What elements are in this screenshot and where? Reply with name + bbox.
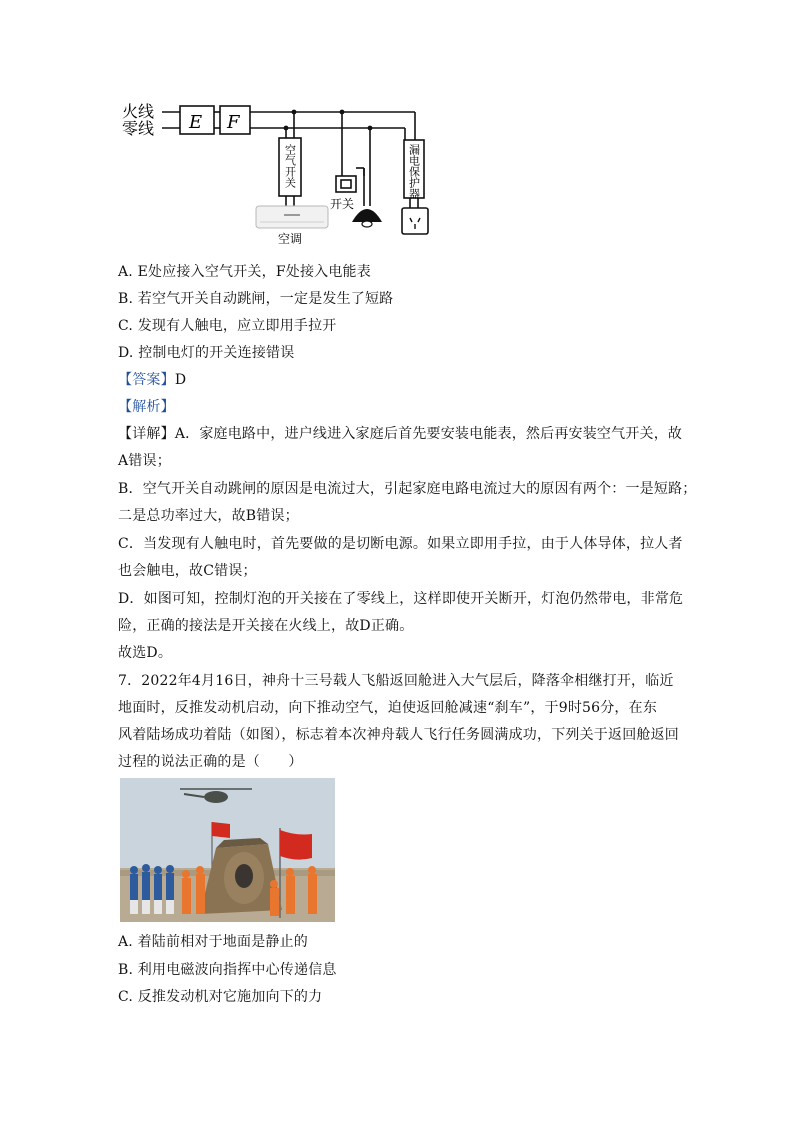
leakage-protector-label: 漏电保护器	[407, 144, 421, 199]
q6-option-d: D. 控制电灯的开关连接错误	[118, 345, 295, 361]
analysis-line-2: A错误；	[118, 453, 171, 469]
detail-tag: 【详解】	[118, 426, 175, 442]
live-wire-label: 火线	[122, 102, 155, 121]
analysis-line-3: B．空气开关自动跳闸的原因是电流过大，引起家庭电路电流过大的原因有两个：一是短路；	[118, 481, 697, 497]
q7-option-b: B. 利用电磁波向指挥中心传递信息	[118, 962, 337, 978]
analysis-tag-line	[118, 396, 175, 416]
q7-stem-line-2: 地面时，反推发动机启动，向下推动空气，迫使返回舱减速“刹车”，于9时56分，在东	[118, 700, 658, 716]
switch-label: 开关	[330, 197, 355, 211]
analysis-line-9: 故选D。	[118, 645, 173, 661]
analysis-line-7: D．如图可知，控制灯泡的开关接在了零线上，这样即使开关断开，灯泡仍然带电，非常危	[118, 591, 684, 607]
q6-option-a: A. E处应接入空气开关，F处接入电能表	[118, 264, 371, 280]
analysis-line-1	[118, 423, 682, 443]
analysis-line-8: 险，正确的接法是开关接在火线上，故D正确。	[118, 618, 414, 634]
air-conditioner-label: 空调	[278, 232, 303, 246]
capsule-landing-photo	[120, 778, 335, 922]
flag-icon	[280, 830, 312, 860]
analysis-line-5: C．当发现有人触电时，首先要做的是切断电源。如果立即用手拉，由于人体导体，拉人者	[118, 536, 683, 552]
analysis-text: A．家庭电路中，进户线进入家庭后首先要安装电能表，然后再安装空气开关，故	[174, 426, 683, 442]
label-e: E	[189, 112, 203, 133]
q7-option-a: A. 着陆前相对于地面是静止的	[118, 934, 309, 950]
analysis-tag: 【解析】	[118, 399, 175, 415]
lamp-icon	[352, 209, 382, 222]
air-switch-label: 空气开关	[283, 144, 297, 188]
q6-answer-line	[118, 369, 186, 389]
air-conditioner-icon	[256, 206, 328, 228]
q7-stem-line-3: 风着陆场成功着陆（如图），标志着本次神舟载人飞行任务圆满成功，下列关于返回舱返回	[118, 727, 679, 743]
lamp-switch-box	[336, 176, 356, 192]
neutral-wire-label: 零线	[122, 119, 155, 138]
label-f: F	[227, 112, 240, 133]
q6-option-c: C. 发现有人触电，应立即用手拉开	[118, 318, 337, 334]
analysis-line-4: 二是总功率过大，故B错误；	[118, 508, 299, 524]
q7-option-c: C. 反推发动机对它施加向下的力	[118, 989, 323, 1005]
q7-stem-line-1: 7．2022年4月16日，神舟十三号载人飞船返回舱进入大气层后，降落伞相继打开，临近	[118, 673, 674, 689]
answer-value: D	[174, 372, 187, 388]
analysis-line-6: 也会触电，故C错误；	[118, 563, 257, 579]
q6-option-b: B. 若空气开关自动跳闸，一定是发生了短路	[118, 291, 394, 307]
answer-tag: 【答案】	[118, 372, 175, 388]
socket	[402, 208, 428, 234]
household-circuit-diagram	[120, 96, 440, 246]
q7-stem-line-4: 过程的说法正确的是（ ）	[118, 754, 303, 770]
